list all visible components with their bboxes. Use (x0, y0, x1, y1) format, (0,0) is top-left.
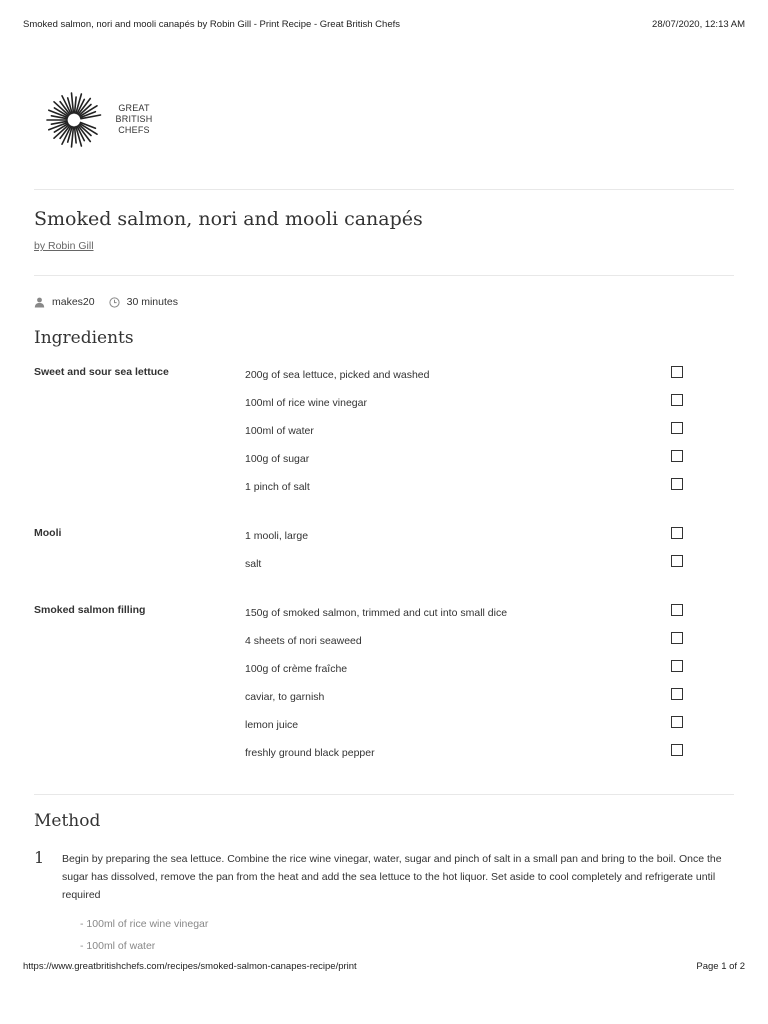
ingredient-checkbox[interactable] (671, 394, 683, 406)
divider (34, 794, 734, 795)
ingredient-text: freshly ground black pepper (245, 747, 375, 759)
ingredient-checkbox[interactable] (671, 478, 683, 490)
ingredient-checkbox[interactable] (671, 450, 683, 462)
print-header (23, 19, 745, 33)
ingredient-row (245, 425, 685, 441)
ingredient-text: salt (245, 558, 262, 570)
divider (34, 275, 734, 276)
logo-line: CHEFS (118, 125, 150, 135)
step-ingredient: - 100ml of water (80, 940, 155, 949)
logo-text (113, 103, 155, 136)
ingredient-row (245, 635, 685, 651)
ingredient-checkbox[interactable] (671, 744, 683, 756)
ingredient-group-title: Sweet and sour sea lettuce (34, 366, 169, 378)
print-page-title: Smoked salmon, nori and mooli canapés by Robin Gill - Print Recipe - Great British Chefs (23, 19, 400, 30)
ingredient-checkbox[interactable] (671, 555, 683, 567)
ingredient-row (245, 481, 685, 497)
ingredient-group-title: Mooli (34, 527, 62, 539)
ingredients-heading: Ingredients (34, 328, 134, 348)
print-footer (23, 961, 745, 975)
ingredient-row (245, 453, 685, 469)
print-url: https://www.greatbritishchefs.com/recipes/smoked-salmon-canapes-recipe/print (23, 961, 357, 972)
recipe-meta (34, 296, 178, 308)
ingredient-group-title: Smoked salmon filling (34, 604, 146, 616)
clock-icon (109, 297, 120, 308)
print-datetime: 28/07/2020, 12:13 AM (652, 19, 745, 30)
method-heading: Method (34, 811, 101, 831)
ingredient-row (245, 691, 685, 707)
person-icon (34, 297, 45, 308)
recipe-title: Smoked salmon, nori and mooli canapés (34, 208, 423, 230)
step-ingredient-text: 100ml of rice wine vinegar (86, 918, 209, 930)
ingredient-checkbox[interactable] (671, 366, 683, 378)
cook-time: 30 minutes (126, 296, 178, 308)
ingredient-text: 100ml of water (245, 425, 314, 437)
ingredient-checkbox[interactable] (671, 688, 683, 700)
ingredient-text: caviar, to garnish (245, 691, 325, 703)
ingredient-row (245, 663, 685, 679)
ingredient-text: 200g of sea lettuce, picked and washed (245, 369, 430, 381)
ingredient-row (245, 607, 685, 623)
ingredient-text: 4 sheets of nori seaweed (245, 635, 362, 647)
ingredient-text: 100ml of rice wine vinegar (245, 397, 367, 409)
ingredient-text: 1 mooli, large (245, 530, 309, 542)
ingredient-text: 1 pinch of salt (245, 481, 310, 493)
step-ingredient-text: 100ml of water (86, 940, 156, 949)
servings: makes20 (52, 296, 95, 308)
ingredient-row (245, 369, 685, 385)
ingredient-checkbox[interactable] (671, 527, 683, 539)
logo-line: GREAT (118, 103, 150, 113)
ingredient-checkbox[interactable] (671, 632, 683, 644)
step-number: 1 (34, 848, 45, 867)
step-text: Begin by preparing the sea lettuce. Combine the rice wine vinegar, water, sugar and pinch of salt in a small pan and bring to the boil. Once the sugar has dissolved, remove the pan from the heat and add the sea lettuce to the hot liquor. Set aside to cool completely and refrigerate until required (62, 853, 722, 901)
author-link[interactable]: by Robin Gill (34, 240, 94, 252)
ingredient-checkbox[interactable] (671, 422, 683, 434)
ingredient-checkbox[interactable] (671, 604, 683, 616)
ingredient-row (245, 719, 685, 735)
ingredient-text: 100g of sugar (245, 453, 310, 465)
ingredient-text: 150g of smoked salmon, trimmed and cut into small dice (245, 607, 508, 619)
ingredient-text: lemon juice (245, 719, 299, 731)
ingredient-row (245, 397, 685, 413)
ingredient-text: 100g of crème fraîche (245, 663, 348, 675)
ingredient-checkbox[interactable] (671, 716, 683, 728)
ingredient-checkbox[interactable] (671, 660, 683, 672)
step-ingredient: - 100ml of rice wine vinegar (80, 918, 209, 930)
ingredient-row (245, 530, 685, 546)
ingredient-row (245, 747, 685, 763)
divider (34, 189, 734, 190)
print-page-number: Page 1 of 2 (696, 961, 745, 972)
logo-line: BRITISH (115, 114, 153, 124)
ingredient-row (245, 558, 685, 574)
